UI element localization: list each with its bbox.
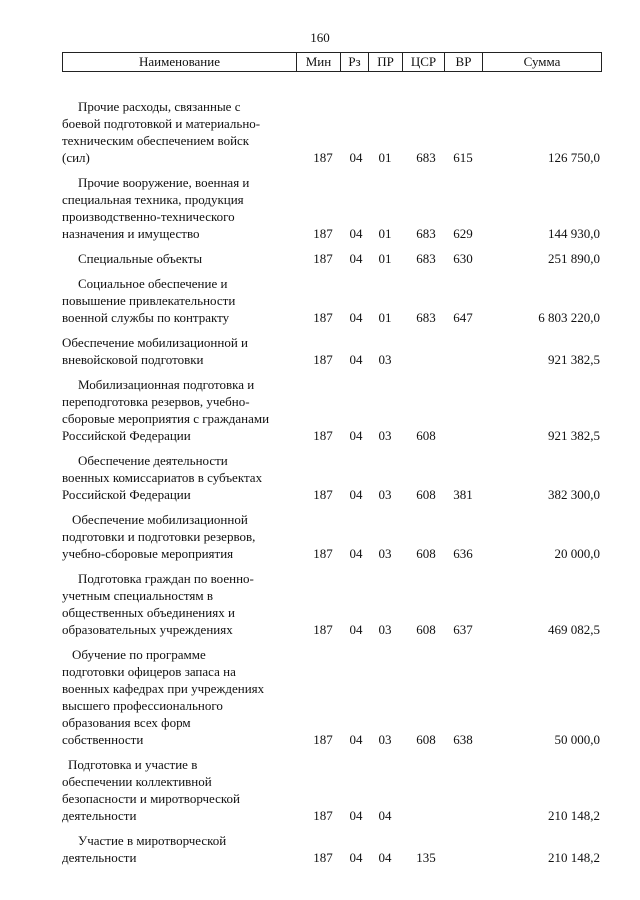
row-name-line: Мобилизационная подготовка и: [78, 377, 255, 392]
header-min: Мин: [297, 53, 341, 71]
row-min: 187: [313, 150, 333, 165]
row-sum: 20 000,0: [554, 546, 600, 561]
row-rz: 04: [349, 310, 363, 325]
table-row: [62, 570, 602, 638]
row-name-line: учебно-сборовые мероприятия: [62, 546, 234, 561]
row-vr: 381: [453, 487, 473, 502]
row-name-line: обеспечении коллективной: [62, 774, 212, 789]
row-vr: 630: [453, 251, 473, 266]
row-pr: 03: [378, 487, 392, 502]
row-min: 187: [313, 428, 333, 443]
row-csr: 608: [416, 546, 436, 561]
row-name-line: Российской Федерации: [62, 428, 191, 443]
row-name: [62, 98, 296, 166]
row-name-line: техническим обеспечением войск: [62, 133, 250, 148]
row-name-line: Специальные объекты: [78, 251, 203, 266]
row-rz: 04: [349, 808, 363, 823]
row-min: 187: [313, 226, 333, 241]
row-name-line: высшего профессионального: [62, 698, 223, 713]
row-pr: 03: [378, 622, 392, 637]
row-vr: 647: [453, 310, 473, 325]
row-min: 187: [313, 310, 333, 325]
row-pr: 01: [378, 226, 392, 241]
row-rz: 04: [349, 251, 363, 266]
row-name-line: Подготовка и участие в: [68, 757, 198, 772]
row-name: [62, 646, 296, 748]
row-sum: 126 750,0: [548, 150, 600, 165]
row-name-line: (сил): [62, 150, 90, 165]
row-name-line: Подготовка граждан по военно-: [78, 571, 254, 586]
row-name-line: военных комиссариатов в субъектах: [62, 470, 263, 485]
row-name-line: военной службы по контракту: [62, 310, 230, 325]
row-csr: 683: [416, 150, 436, 165]
row-rz: 04: [349, 352, 363, 367]
row-name: [62, 570, 296, 638]
row-name-line: вневойсковой подготовки: [62, 352, 204, 367]
row-vr: 615: [453, 150, 473, 165]
row-name-line: деятельности: [62, 808, 137, 823]
row-csr: 608: [416, 622, 436, 637]
row-name-line: деятельности: [62, 850, 137, 865]
row-name-line: Социальное обеспечение и: [78, 276, 228, 291]
table-row: [62, 756, 602, 824]
row-name: [62, 275, 296, 326]
row-name-line: переподготовка резервов, учебно-: [62, 394, 250, 409]
row-sum: 6 803 220,0: [538, 310, 600, 325]
header-pr: ПР: [369, 53, 403, 71]
header-csr: ЦСР: [403, 53, 445, 71]
row-pr: 01: [378, 251, 392, 266]
row-name-line: Обеспечение мобилизационной и: [62, 335, 248, 350]
row-name-line: боевой подготовкой и материально-: [62, 116, 261, 131]
row-pr: 04: [378, 850, 392, 865]
table-row: [62, 452, 602, 503]
table-header: [62, 52, 602, 72]
row-csr: 135: [416, 850, 436, 865]
row-sum: 469 082,5: [548, 622, 600, 637]
row-pr: 03: [378, 428, 392, 443]
row-min: 187: [313, 732, 333, 747]
row-csr: 683: [416, 251, 436, 266]
row-name-line: собственности: [62, 732, 144, 747]
row-name-line: производственно-технического: [62, 209, 235, 224]
row-rz: 04: [349, 850, 363, 865]
row-csr: 683: [416, 310, 436, 325]
row-rz: 04: [349, 622, 363, 637]
row-vr: 637: [453, 622, 473, 637]
table-row: [62, 334, 602, 368]
row-min: 187: [313, 487, 333, 502]
row-vr: 638: [453, 732, 473, 747]
row-name-line: безопасности и миротворческой: [62, 791, 241, 806]
row-name: [62, 250, 296, 267]
row-name-line: подготовки и подготовки резервов,: [62, 529, 256, 544]
row-sum: 921 382,5: [548, 352, 600, 367]
row-csr: 683: [416, 226, 436, 241]
header-vr: ВР: [445, 53, 483, 71]
row-name-line: учетным специальностям в: [62, 588, 214, 603]
row-name-line: военных кафедрах при учреждениях: [62, 681, 265, 696]
row-min: 187: [313, 251, 333, 266]
row-pr: 03: [378, 352, 392, 367]
table-row: [62, 511, 602, 562]
row-sum: 210 148,2: [548, 850, 600, 865]
row-rz: 04: [349, 150, 363, 165]
row-rz: 04: [349, 487, 363, 502]
row-min: 187: [313, 808, 333, 823]
table-row: [62, 376, 602, 444]
row-pr: 01: [378, 150, 392, 165]
row-csr: 608: [416, 732, 436, 747]
header-sum: Сумма: [523, 54, 561, 69]
row-csr: 608: [416, 487, 436, 502]
row-min: 187: [313, 850, 333, 865]
row-name-line: Прочие расходы, связанные с: [78, 99, 241, 114]
row-name: [62, 832, 296, 866]
row-sum: 144 930,0: [548, 226, 600, 241]
row-name-line: подготовки офицеров запаса на: [62, 664, 236, 679]
row-name-line: Обучение по программе: [72, 647, 206, 662]
row-min: 187: [313, 352, 333, 367]
table-row: [62, 832, 602, 866]
table-row: [62, 250, 602, 267]
table-body: [62, 98, 602, 874]
row-name-line: образования всех форм: [62, 715, 191, 730]
row-rz: 04: [349, 226, 363, 241]
row-sum: 210 148,2: [548, 808, 600, 823]
row-sum: 382 300,0: [548, 487, 600, 502]
row-sum: 921 382,5: [548, 428, 600, 443]
row-name: [62, 756, 296, 824]
row-rz: 04: [349, 732, 363, 747]
page-number: 160: [310, 30, 330, 45]
row-name-line: образовательных учреждениях: [62, 622, 233, 637]
row-pr: 03: [378, 732, 392, 747]
row-pr: 03: [378, 546, 392, 561]
row-name-line: повышение привлекательности: [62, 293, 236, 308]
row-name: [62, 511, 296, 562]
row-pr: 01: [378, 310, 392, 325]
row-vr: 636: [453, 546, 473, 561]
row-min: 187: [313, 546, 333, 561]
table-row: [62, 174, 602, 242]
row-name-line: общественных объединениях и: [62, 605, 235, 620]
row-rz: 04: [349, 428, 363, 443]
row-name-line: сборовые мероприятия с гражданами: [62, 411, 270, 426]
row-rz: 04: [349, 546, 363, 561]
row-csr: 608: [416, 428, 436, 443]
table-row: [62, 275, 602, 326]
row-pr: 04: [378, 808, 392, 823]
row-name-line: Участие в миротворческой: [78, 833, 227, 848]
row-name-line: Российской Федерации: [62, 487, 191, 502]
row-sum: 251 890,0: [548, 251, 600, 266]
table-row: [62, 98, 602, 166]
row-name-line: Прочие вооружение, военная и: [78, 175, 250, 190]
header-rz: Рз: [341, 53, 369, 71]
row-name-line: назначения и имущество: [62, 226, 200, 241]
header-name: Наименование: [63, 53, 297, 71]
row-sum: 50 000,0: [554, 732, 600, 747]
row-name: [62, 452, 296, 503]
row-name-line: Обеспечение мобилизационной: [72, 512, 248, 527]
row-vr: 629: [453, 226, 473, 241]
row-name: [62, 334, 296, 368]
row-name: [62, 174, 296, 242]
row-name-line: Обеспечение деятельности: [78, 453, 228, 468]
table-row: [62, 646, 602, 748]
row-name: [62, 376, 296, 444]
row-min: 187: [313, 622, 333, 637]
row-name-line: специальная техника, продукция: [62, 192, 244, 207]
